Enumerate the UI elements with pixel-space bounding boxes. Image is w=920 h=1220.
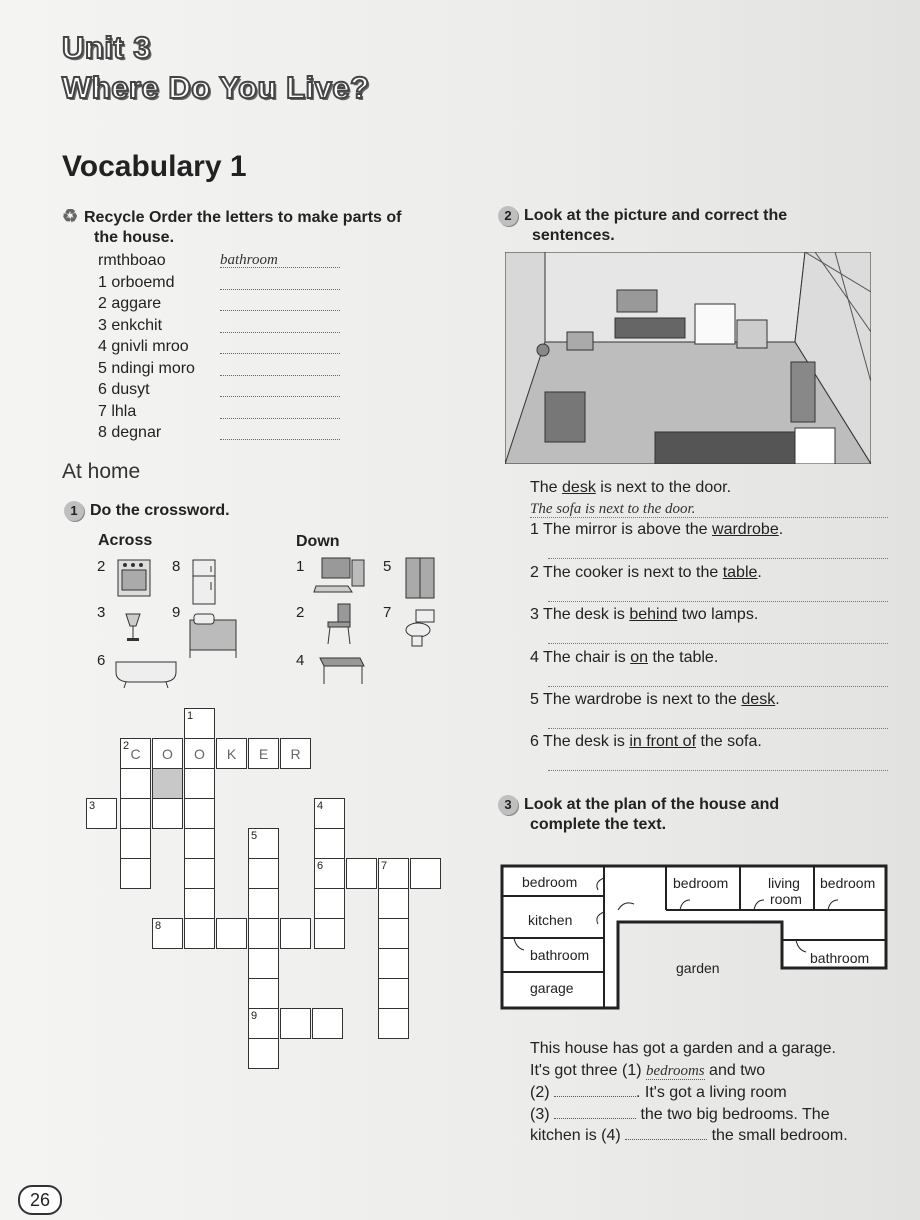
sentence-item: 5 The wardrobe is next to the desk. [530,691,780,708]
clue-number: 8 [172,558,181,575]
answer-line[interactable] [220,379,340,397]
recycle-list [98,250,340,444]
plan-label-bedroom: bedroom [522,874,578,890]
toilet-icon [402,606,438,650]
crossword-cell[interactable]: R [280,738,311,769]
crossword-cell[interactable] [312,1008,343,1039]
crossword-cell[interactable] [184,858,215,889]
example-sentence: The desk is next to the door. [530,479,732,496]
plan-label-kitchen: kitchen [528,912,573,928]
answer-line[interactable] [220,336,340,354]
crossword-cell[interactable] [378,1008,409,1039]
answer-line[interactable] [220,422,340,440]
crossword-cell[interactable] [314,888,345,919]
exercise-2-title-2: sentences. [532,227,615,244]
plan-label-living: living [768,875,800,891]
crossword-cell[interactable] [280,918,311,949]
answer-line[interactable] [554,1082,636,1097]
clue-number: 9 [172,604,181,621]
exercise-1-heading [64,501,230,521]
answer-line[interactable] [220,315,340,333]
lamp-icon [118,604,148,644]
crossword-cell[interactable]: O [184,738,215,769]
crossword-cell[interactable] [152,798,183,829]
unit-title: Where Do You Live? [62,70,370,105]
clue-number: 2 [97,558,106,575]
exercise-number-badge: 3 [498,795,518,815]
recycle-instruction-2: the house. [94,229,175,246]
recycle-heading [62,206,472,248]
answer-line[interactable] [220,272,340,290]
crossword-cell[interactable] [216,918,247,949]
list-item: 8 degnar [98,422,340,444]
clue-number: 6 [97,652,106,669]
list-item: 4 gnivli mroo [98,336,340,358]
list-item: rmthboao bathroom [98,250,340,272]
table-icon [316,650,368,690]
computer-icon [312,556,368,598]
crossword-cell[interactable]: 2 C [120,738,151,769]
crossword-cell[interactable] [248,858,279,889]
exercise-3-heading [498,795,898,835]
crossword-cell[interactable] [378,888,409,919]
answer-line[interactable] [548,600,888,602]
crossword-cell[interactable] [378,948,409,979]
sentence-item: 2 The cooker is next to the table. [530,564,762,581]
plan-label-garden: garden [676,960,720,976]
answer-line[interactable] [548,727,888,729]
list-item: 1 orboemd [98,272,340,294]
crossword-cell[interactable] [184,888,215,919]
crossword-cell[interactable] [184,768,215,799]
crossword-cell[interactable]: 9 [248,1008,279,1039]
clue-number: 1 [296,558,305,575]
sentence-item: 6 The desk is in front of the sofa. [530,733,762,750]
crossword-cell[interactable] [120,828,151,859]
answer-line[interactable] [548,685,888,687]
list-item: 7 lhla [98,401,340,423]
list-item: 2 aggare [98,293,340,315]
crossword-cell[interactable] [314,918,345,949]
crossword-cell[interactable]: 6 [314,858,345,889]
sentence-item: 1 The mirror is above the wardrobe. [530,521,784,538]
answer-line[interactable] [220,358,340,376]
example-answer: The sofa is next to the door. [530,501,696,517]
answer-line[interactable]: bathroom [220,250,340,268]
crossword-cell[interactable] [184,918,215,949]
plan-label-bedroom-right: bedroom [820,875,876,891]
plan-label-bathroom: bathroom [530,947,590,963]
crossword-cell[interactable] [280,1008,311,1039]
bed-icon [186,606,240,662]
crossword-cell[interactable] [120,768,151,799]
crossword-cell[interactable]: 8 [152,918,183,949]
page-number: 26 [18,1185,62,1215]
crossword-cell[interactable] [248,948,279,979]
recycle-icon: ♻ [62,206,79,226]
crossword-cell[interactable]: 3 [86,798,117,829]
plan-label-room: room [770,891,802,907]
chair-icon [322,602,358,646]
crossword-cell[interactable] [248,978,279,1009]
crossword-cell[interactable]: 4 [314,798,345,829]
crossword-cell[interactable] [184,798,215,829]
unit-number: Unit 3 [62,30,152,65]
crossword-cell[interactable] [120,798,151,829]
sentence-item: 4 The chair is on the table. [530,649,719,666]
crossword-cell[interactable]: 7 [378,858,409,889]
clue-number: 3 [97,604,106,621]
crossword-cell[interactable]: O [152,738,183,769]
crossword-cell[interactable] [184,828,215,859]
crossword-cell[interactable]: K [216,738,247,769]
clue-number: 2 [296,604,305,621]
crossword-cell[interactable]: E [248,738,279,769]
down-heading: Down [296,533,340,550]
across-heading: Across [98,532,153,549]
plan-label-bathroom-right: bathroom [810,950,870,966]
bathtub-icon [112,650,182,690]
exercise-number-badge: 2 [498,206,518,226]
answer-line[interactable] [625,1125,707,1140]
answer-line[interactable] [220,293,340,311]
at-home-heading: At home [62,460,141,483]
crossword-cell[interactable]: 5 [248,828,279,859]
exercise-3-title: Look at the plan of the house and [524,796,780,813]
answer-line[interactable] [548,557,888,559]
answer-line[interactable] [554,1104,636,1119]
exercise-2-title: Look at the picture and correct the [524,207,788,224]
answer-line [530,516,888,518]
list-item: 6 dusyt [98,379,340,401]
list-item: 3 enkchit [98,315,340,337]
fridge-icon [190,558,220,608]
exercise-number-badge: 1 [64,501,84,521]
plan-label-bedroom-mid: bedroom [673,875,729,891]
clue-number: 7 [383,604,392,621]
crossword-cell[interactable] [346,858,377,889]
crossword-cell[interactable] [248,918,279,949]
crossword-cell[interactable]: 1 [184,708,215,739]
answer-line[interactable] [548,769,888,771]
room-illustration [505,252,871,464]
crossword-cell[interactable] [120,858,151,889]
recycle-label: Recycle [84,209,145,226]
exercise-3-title-2: complete the text. [530,816,667,833]
cooker-icon [116,556,154,600]
plan-label-garage: garage [530,980,574,996]
recycle-instruction: Order the letters to make parts of [148,209,402,226]
crossword-cell[interactable] [314,828,345,859]
crossword-cell[interactable] [378,978,409,1009]
sentence-item: 3 The desk is behind two lamps. [530,606,759,623]
answer-line: bedrooms [646,1062,705,1079]
crossword-cell[interactable] [378,918,409,949]
crossword-cell[interactable] [248,888,279,919]
wardrobe-icon [402,556,438,602]
answer-line[interactable] [220,401,340,419]
clue-number: 4 [296,652,305,669]
answer-line[interactable] [548,642,888,644]
crossword-cell[interactable] [248,1038,279,1069]
exercise-2-heading [498,206,898,246]
crossword-cell[interactable] [410,858,441,889]
section-title: Vocabulary 1 [62,150,247,183]
crossword-cell[interactable] [152,768,183,799]
exercise-3-text: This house has got a garden and a garage. It's got three (1) bedrooms and two (2) . It's got a living room (3) the two big bedrooms. The kitchen is (4) the small bedroom. [530,1040,848,1144]
exercise-1-title: Do the crossword. [90,502,230,519]
list-item: 5 ndingi moro [98,358,340,380]
clue-number: 5 [383,558,392,575]
